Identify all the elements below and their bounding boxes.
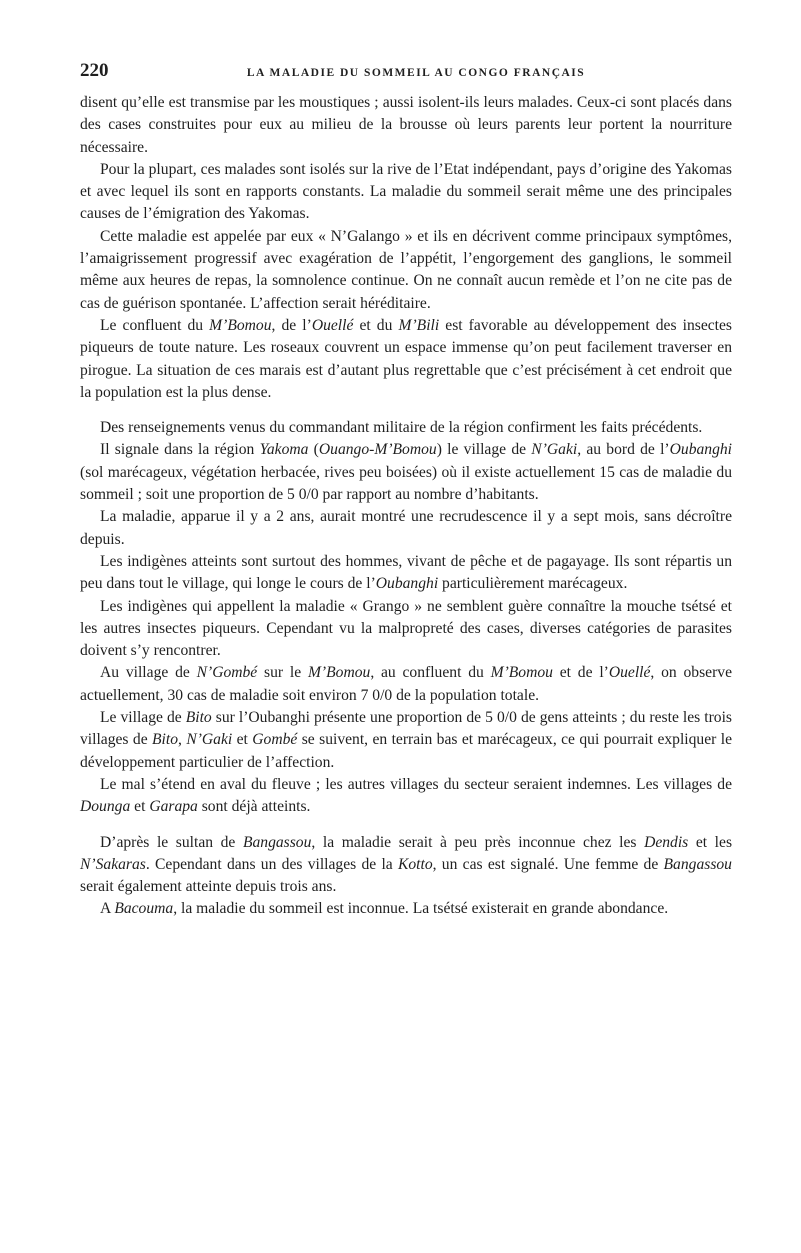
italic-term: M’Bili (398, 316, 440, 334)
italic-term: Bito (152, 731, 179, 749)
text-run: Cette maladie est appelée par eux « N’Galango » et ils en décrivent comme principaux symptômes, l’amaigrissement progressif avec exagération de l’appétit, l’engorgement des ganglions, le sommeil même aux heures de repas, la somnolence continue. On ne connaît aucun remède et l’on ne cite pas de cas de guérison spontanée. L’affection serait héréditaire. (80, 227, 732, 312)
text-run: , au confluent du (370, 664, 491, 682)
italic-term: Ouellé (608, 664, 651, 682)
text-run: Il signale dans la région (100, 441, 260, 459)
page-number: 220 (80, 60, 109, 81)
text-run: sont déjà atteints. (197, 798, 311, 816)
text-run: , la maladie serait à peu près inconnue chez les (311, 833, 645, 851)
italic-term: Dendis (644, 833, 689, 851)
italic-term: Oubanghi (375, 575, 439, 593)
running-title: LA MALADIE DU SOMMEIL AU CONGO FRANÇAIS (246, 67, 586, 79)
text-run: et du (353, 316, 399, 334)
italic-term: Bacouma (114, 900, 174, 918)
paragraph (80, 226, 732, 315)
italic-term: Gombé (252, 731, 298, 749)
italic-term: Oubanghi (669, 441, 733, 459)
paragraph (80, 596, 732, 663)
text-run: , on observe actuellement, 30 cas de maladie soit environ 7 0/0 de la population totale. (80, 664, 732, 704)
text-run: Pour la plupart, ces malades sont isolés sur la rive de l’Etat indépendant, pays d’origine des Yakomas et avec lequel ils sont en rapports constants. La maladie du sommeil serait même une des principales causes de l’émigration des Yakomas. (80, 160, 732, 223)
text-run: particulièrement marécageux. (438, 575, 628, 593)
text-run: disent qu’elle est transmise par les moustiques ; aussi isolent-ils leurs malades. Ceux-ci sont placés dans des cases construites pour eux au milieu de la brousse où leurs parents leur portent la nourriture nécessaire. (80, 94, 732, 156)
text-run: sur le (257, 664, 308, 682)
italic-term: Bangassou (242, 833, 312, 851)
italic-term: Ouango-M’Bomou (318, 441, 437, 459)
paragraph (80, 159, 732, 226)
text-run: La maladie, apparue il y a 2 ans, aurait montré une recrudescence il y a sept mois, sans décroître depuis. (80, 508, 732, 548)
paragraph (80, 662, 732, 707)
text-run: D’après le sultan de (100, 833, 243, 851)
text-run: sur l’Oubanghi présente une proportion de 5 0/0 de gens atteints ; du reste les trois villages de (80, 709, 732, 749)
text-run: se suivent, en terrain bas et marécageux, ce qui pourrait expliquer le développement particulier de l’affection. (80, 731, 732, 771)
italic-term: M’Bomou (307, 664, 371, 682)
italic-term: M’Bomou (490, 664, 553, 682)
text-run: Le mal s’étend en aval du fleuve ; les autres villages du secteur seraient indemnes. Les villages de (100, 775, 732, 793)
paragraph (80, 417, 732, 439)
text-run: et (232, 731, 253, 749)
paragraph (80, 315, 732, 404)
text-run: Le village de (100, 709, 186, 727)
italic-term: Ouellé (311, 316, 354, 334)
paragraph (80, 707, 732, 774)
italic-term: N’Gombé (196, 664, 258, 682)
italic-term: N’Sakaras (80, 855, 146, 873)
text-run: et de l’ (552, 664, 609, 682)
paragraph (80, 774, 732, 819)
text-run: Les indigènes atteints sont surtout des hommes, vivant de pêche et de pagayage. Ils sont répartis un peu dans tout le village, qui longe le cours de l’ (80, 552, 732, 593)
italic-term: Yakoma (259, 441, 309, 459)
text-run: Les indigènes qui appellent la maladie « Grango » ne semblent guère connaître la mouche tsétsé et les autres insectes piqueurs. Cependant vu la malpropreté des cases, diverses catégories de parasites doivent s’y rencontrer. (80, 597, 732, 660)
text-run: serait également atteinte depuis trois ans. (80, 878, 337, 896)
text-run: , un cas est signalé. Une femme de (432, 855, 664, 873)
running-head (80, 60, 732, 86)
text-run: ) le village de (436, 441, 532, 459)
text-run: Le confluent du (100, 316, 210, 334)
text-run: , de l’ (271, 316, 312, 334)
italic-term: M’Bomou (209, 316, 272, 334)
italic-term: Kotto (397, 855, 433, 873)
text-run: . Cependant dans un des villages de la (145, 855, 398, 873)
book-page (80, 60, 732, 921)
text-run: et (130, 798, 150, 816)
text-run: , la maladie du sommeil est inconnue. La tsétsé existerait en grande abondance. (173, 900, 669, 918)
text-run: Des renseignements venus du commandant militaire de la région confirment les faits précédents. (100, 419, 703, 437)
paragraph (80, 439, 732, 506)
text-run: ( (308, 441, 319, 459)
paragraph (80, 832, 732, 899)
text-run: , (178, 731, 187, 749)
text-run: et les (688, 833, 733, 851)
italic-term: Garapa (149, 798, 198, 816)
paragraph (80, 506, 732, 551)
body-text (80, 92, 732, 921)
paragraph (80, 92, 732, 159)
text-run: , au bord de l’ (577, 441, 670, 459)
italic-term: N’Gaki (531, 441, 578, 459)
italic-term: N’Gaki (186, 731, 233, 749)
italic-term: Bito (185, 709, 212, 727)
paragraph (80, 551, 732, 596)
text-run: est favorable au développement des insectes piqueurs de toute nature. Les roseaux couvrent un espace immense qu’on peut facilement traverser en pirogue. La situation de ces marais est d’autant plus regrettable que c’est précisément à cet endroit que la population est la plus dense. (80, 316, 732, 401)
italic-term: Bangassou (663, 855, 732, 873)
text-run: A (100, 900, 115, 918)
italic-term: Dounga (80, 798, 131, 816)
text-run: (sol marécageux, végétation herbacée, rives peu boisées) où il existe actuellement 15 cas de maladie du sommeil ; soit une proportion de 5 0/0 par rapport au nombre d’habitants. (80, 463, 732, 504)
text-run: Au village de (100, 664, 197, 682)
paragraph (80, 898, 732, 920)
